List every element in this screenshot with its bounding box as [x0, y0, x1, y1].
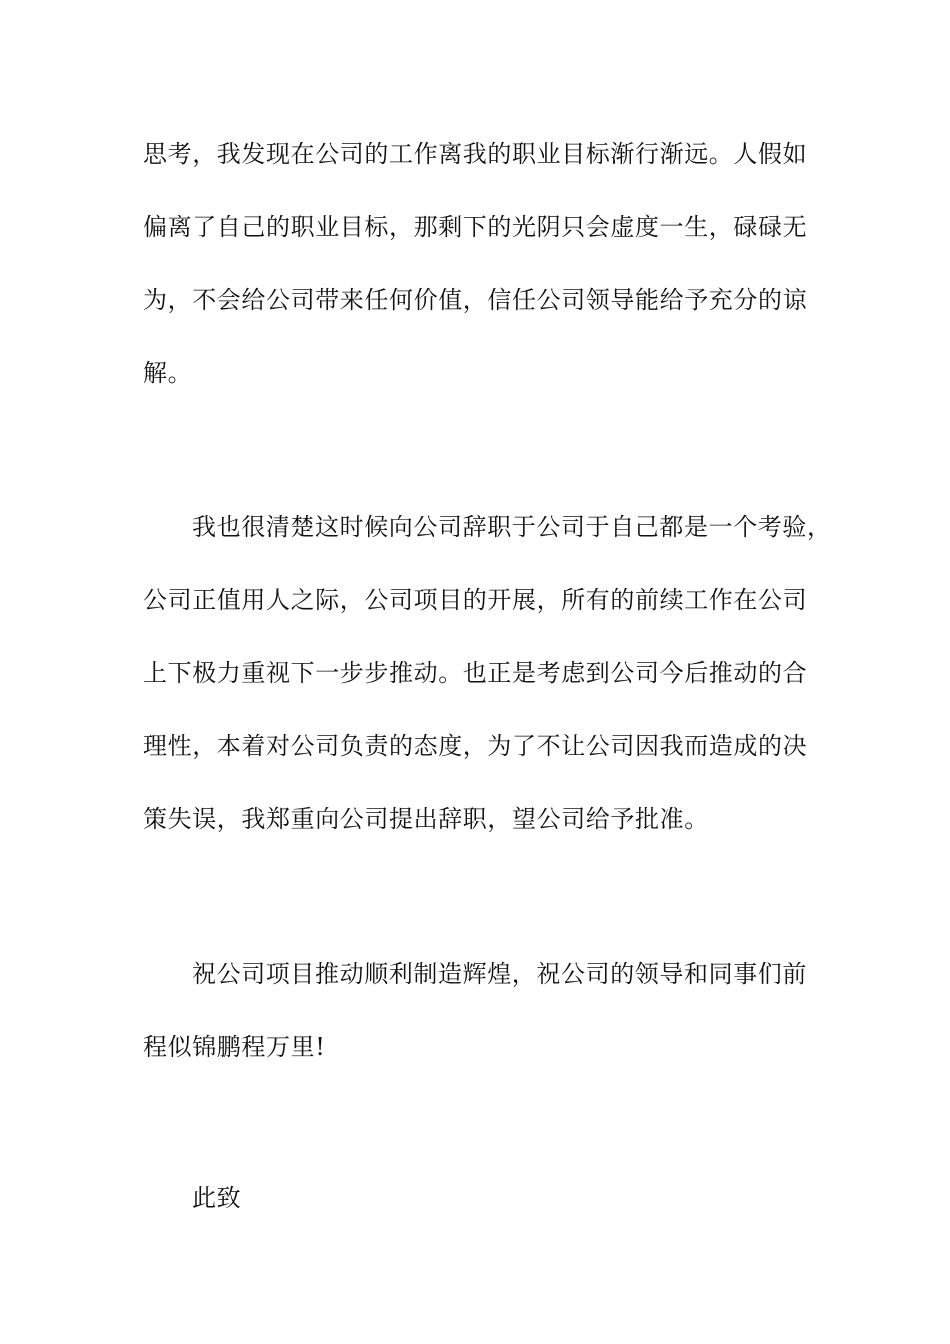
paragraph-2-line-5: 策失误，我郑重向公司提出辞职，望公司给予批准。 [143, 805, 709, 833]
paragraph-1-line-2: 偏离了自己的职业目标，那剩下的光阴只会虚度一生，碌碌无 [143, 213, 808, 241]
paragraph-2-line-2: 公司正值用人之际，公司项目的开展，所有的前续工作在公司 [143, 586, 808, 614]
paragraph-1-line-1: 思考，我发现在公司的工作离我的职业目标渐行渐远。人假如 [143, 140, 808, 168]
paragraph-3-line-2: 程似锦鹏程万里! [143, 1033, 326, 1061]
paragraph-2-line-3: 上下极力重视下一步步推动。也正是考虑到公司今后推动的合 [143, 659, 808, 687]
closing-salutation: 此致 [192, 1184, 242, 1212]
paragraph-2-line-1: 我也很清楚这时候向公司辞职于公司于自己都是一个考验， [192, 513, 832, 541]
paragraph-2-line-4: 理性，本着对公司负责的态度，为了不让公司因我而造成的决 [143, 732, 808, 760]
paragraph-1-line-3: 为，不会给公司带来任何价值，信任公司领导能给予充分的谅 [143, 286, 808, 314]
paragraph-1-line-4: 解。 [143, 359, 193, 387]
paragraph-3-line-1: 祝公司项目推动顺利制造辉煌，祝公司的领导和同事们前 [192, 960, 807, 988]
